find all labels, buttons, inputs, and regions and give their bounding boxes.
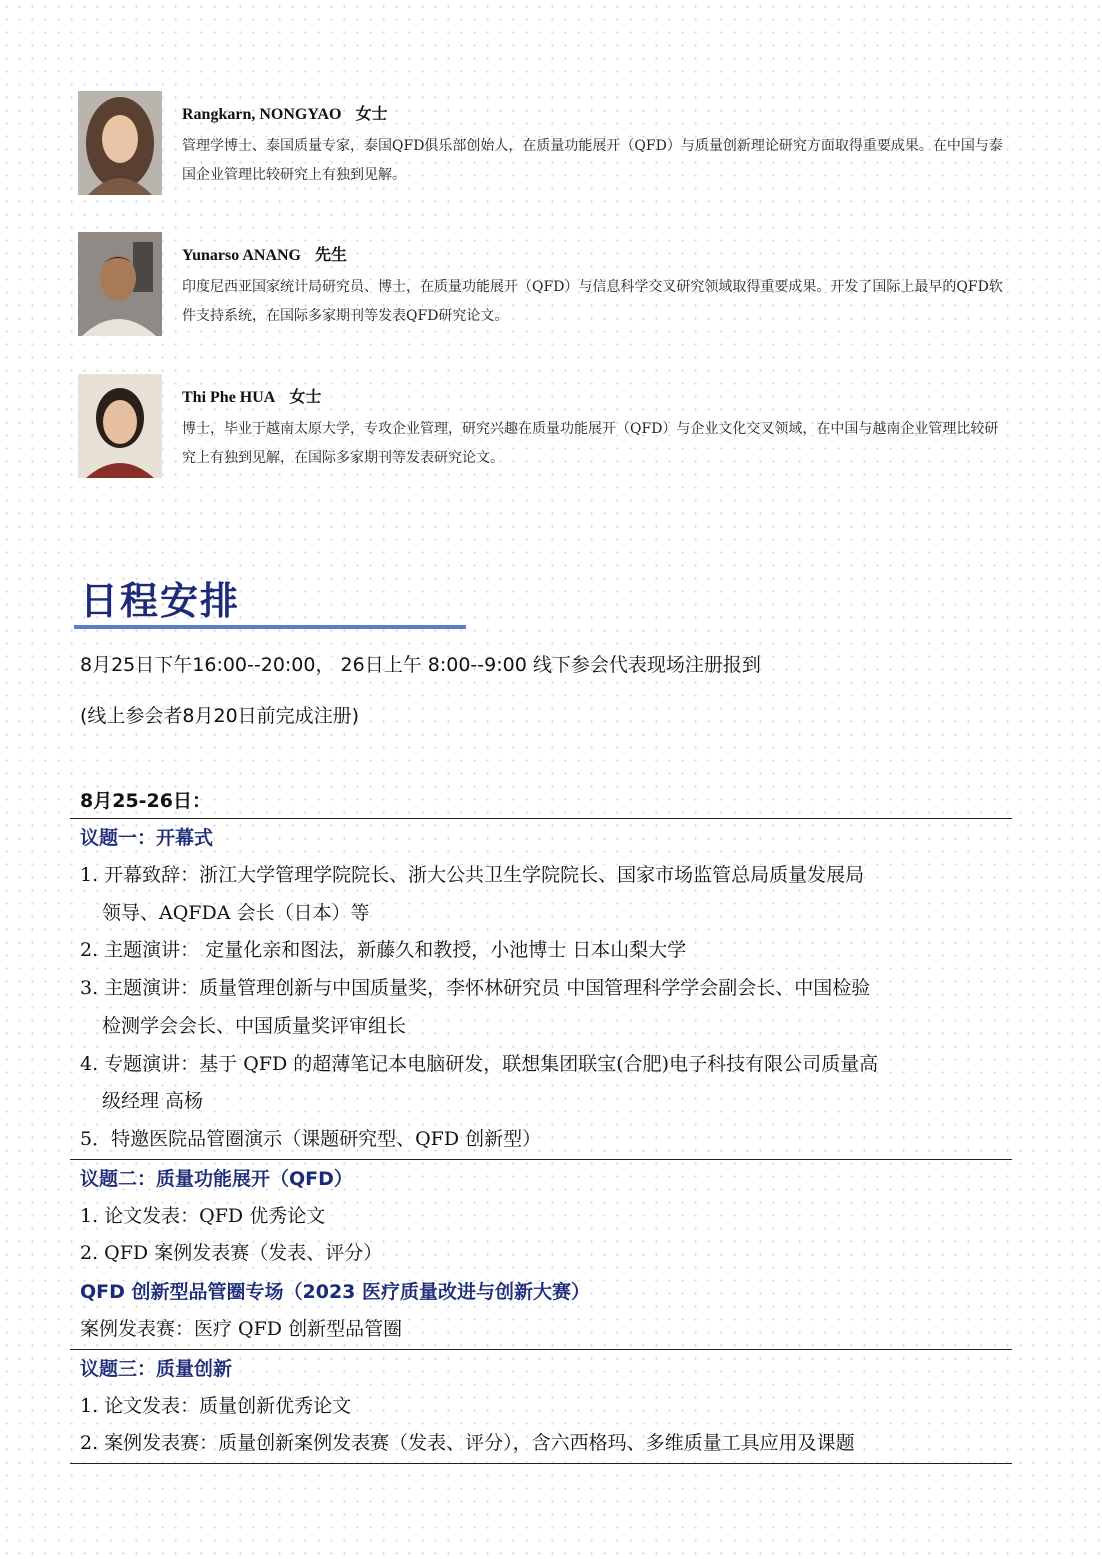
topic-2-item-1: 1. 论文发表：QFD 优秀论文 (80, 1204, 326, 1227)
speaker-card-2 (78, 232, 1018, 338)
speaker-name-2: Yunarso ANANG 先生 (182, 245, 348, 264)
speaker-name-3: Thi Phe HUA 女士 (182, 387, 322, 406)
speaker-photo-1 (78, 91, 162, 195)
speaker-honorific-1: 女士 (355, 104, 388, 123)
topic-2-title: 议题二：质量功能展开（QFD） (80, 1167, 353, 1190)
divider (70, 1463, 1012, 1464)
speaker-card-1 (78, 91, 1018, 197)
topic-1-item-1: 1. 开幕致辞：浙江大学管理学院院长、浙大公共卫生学院院长、国家市场监管总局质量发展局 领导、AQFDA 会长（日本）等 (80, 864, 865, 924)
special-session-item: 案例发表赛：医疗 QFD 创新型品管圈 (80, 1318, 403, 1341)
speaker-bio-1: 管理学博士、泰国质量专家，泰国QFD俱乐部创始人，在质量功能展开（QFD）与质量创新理论研究方面取得重要成果。在中国与泰国企业管理比较研究上有独到见解。 (182, 138, 1003, 183)
heading-underline (74, 625, 466, 629)
speaker-honorific-2: 先生 (315, 245, 348, 264)
topic-3-item-1: 1. 论文发表：质量创新优秀论文 (80, 1394, 352, 1417)
topic-1-item-2: 2. 主题演讲： 定量化亲和图法，新藤久和教授，小池博士 日本山梨大学 (80, 939, 687, 962)
speaker-bio-3: 博士，毕业于越南太原大学，专攻企业管理，研究兴趣在质量功能展开（QFD）与企业文化交叉领域，在中国与越南企业管理比较研究上有独到见解，在国际多家期刊等发表研究论文。 (182, 421, 999, 466)
topic-2-item-2: 2. QFD 案例发表赛（发表、评分） (80, 1242, 383, 1265)
schedule-heading: 日程安排 (80, 579, 241, 623)
topic-1-item-5: 5．特邀医院品管圈演示（课题研究型、QFD 创新型） (80, 1127, 542, 1150)
speaker-name-1: Rangkarn, NONGYAO 女士 (182, 104, 388, 123)
topic-1-item-4: 4. 专题演讲：基于 QFD 的超薄笔记本电脑研发，联想集团联宝(合肥)电子科技有限公司质量高 级经理 高杨 (80, 1052, 879, 1113)
online-registration-note: (线上参会者8月20日前完成注册) (80, 705, 360, 727)
speaker-honorific-3: 女士 (289, 387, 322, 406)
topic-3-title: 议题三：质量创新 (80, 1357, 233, 1380)
speaker-photo-2 (78, 232, 162, 336)
special-session-title: QFD 创新型品管圈专场（2023 医疗质量改进与创新大赛） (80, 1281, 591, 1304)
registration-line: 8月25日下午16:00--20:00， 26日上午 8:00--9:00 线下参会代表现场注册报到 (80, 654, 761, 676)
topic-1-title: 议题一：开幕式 (80, 827, 214, 849)
date-heading: 8月25-26日： (80, 790, 211, 812)
speaker-card-3 (78, 374, 1018, 480)
agenda-table (70, 818, 1012, 1464)
speaker-photo-3 (78, 374, 162, 478)
speaker-bio-2: 印度尼西亚国家统计局研究员、博士，在质量功能展开（QFD）与信息科学交叉研究领域取得重要成果。开发了国际上最早的QFD软件支持系统，在国际多家期刊等发表QFD研究论文。 (182, 279, 1003, 324)
topic-3-item-2: 2. 案例发表赛：质量创新案例发表赛（发表、评分），含六西格玛、多维质量工具应用及课题 (80, 1432, 855, 1455)
topic-1-item-3: 3. 主题演讲：质量管理创新与中国质量奖，李怀林研究员 中国管理科学学会副会长、中国检验 检测学会会长、中国质量奖评审组长 (80, 977, 871, 1037)
